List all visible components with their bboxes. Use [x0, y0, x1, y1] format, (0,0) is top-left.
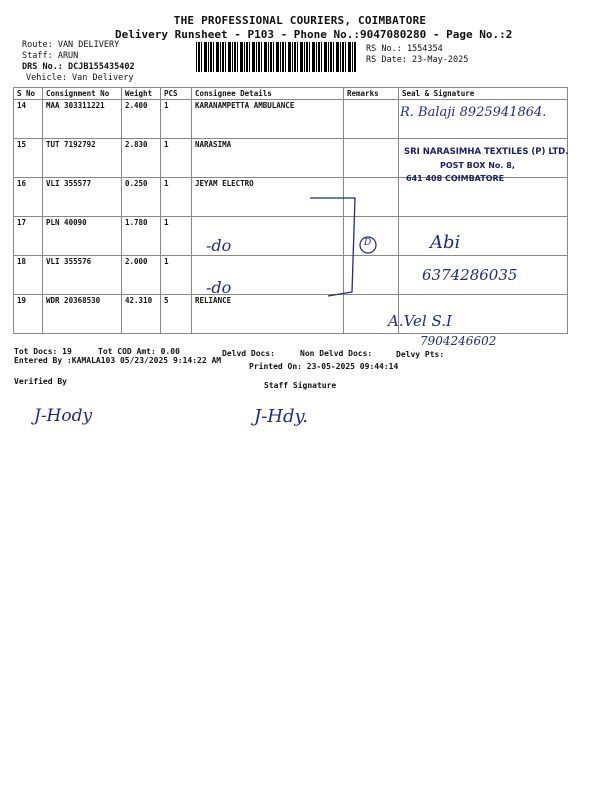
- staff-label: Staff: ARUN: [22, 51, 79, 61]
- route-label: Route: VAN DELIVERY: [22, 40, 120, 50]
- barcode: [196, 42, 356, 72]
- cell-weight: 42.310: [122, 295, 161, 334]
- delivery-points: Delvy Pts:: [396, 350, 445, 359]
- row19-signature: A.Vel S.I: [388, 312, 452, 330]
- cell-weight: 2.400: [122, 100, 161, 139]
- row17-signature: Abi: [430, 232, 461, 253]
- cell-pcs: 1: [161, 100, 192, 139]
- cell-weight: 1.780: [122, 217, 161, 256]
- staff-signature-label: Staff Signature: [264, 381, 337, 390]
- cell-sno: 16: [14, 178, 43, 217]
- cell-sno: 18: [14, 256, 43, 295]
- entered-by: Entered By :KAMALA103 05/23/2025 9:14:22 AM: [14, 356, 222, 365]
- cell-weight: 2.830: [122, 139, 161, 178]
- cell-consignment: VLI 355576: [43, 256, 122, 295]
- bracket-mark: [300, 192, 360, 304]
- cell-weight: 0.250: [122, 178, 161, 217]
- cell-consignee: KARANAMPETTA AMBULANCE: [192, 100, 344, 139]
- cell-consignee: NARASIMA: [192, 139, 344, 178]
- cell-sno: 17: [14, 217, 43, 256]
- runsheet-title: Delivery Runsheet - P103 - Phone No.:9047080280 - Page No.:2: [115, 28, 513, 41]
- col-consignee: Consignee Details: [192, 88, 344, 100]
- table-row: [14, 139, 568, 178]
- cell-signature: [399, 139, 568, 178]
- rs-date: RS Date: 23-May-2025: [366, 55, 469, 65]
- cell-remarks: [344, 100, 399, 139]
- company-name: THE PROFESSIONAL COURIERS, COIMBATORE: [173, 14, 427, 27]
- total-docs: Tot Docs: 19: [14, 347, 72, 356]
- col-weight: Weight: [122, 88, 161, 100]
- cell-signature: [399, 178, 568, 217]
- cell-consignee: JEYAM ELECTRO: [192, 178, 344, 217]
- cell-pcs: 1: [161, 217, 192, 256]
- table-row: [14, 178, 568, 217]
- cell-sno: 19: [14, 295, 43, 334]
- col-seal-signature: Seal & Signature: [399, 88, 568, 100]
- row15-stamp-line1: SRI NARASIMHA TEXTILES (P) LTD.: [404, 147, 569, 157]
- cell-pcs: 1: [161, 178, 192, 217]
- verified-by-label: Verified By: [14, 377, 67, 386]
- table-header-row: [14, 88, 568, 100]
- verified-by-signature: J-Hody: [34, 406, 93, 426]
- total-cod-amount: Tot COD Amt: 0.00: [98, 347, 180, 356]
- row15-stamp-line2: POST BOX No. 8,: [440, 161, 515, 170]
- vehicle-label: Vehicle: Van Delivery: [26, 73, 134, 83]
- cell-sno: 14: [14, 100, 43, 139]
- cell-consignment: PLN 40090: [43, 217, 122, 256]
- col-pcs: PCS: [161, 88, 192, 100]
- row19-phone: 7904246602: [420, 334, 497, 348]
- table-row: [14, 295, 568, 334]
- cell-pcs: 1: [161, 139, 192, 178]
- runsheet-table: [13, 87, 568, 334]
- row17-ditto-mark: -do: [206, 236, 232, 255]
- col-sno: S No: [14, 88, 43, 100]
- delivered-docs: Delvd Docs:: [222, 349, 275, 358]
- cell-consignment: TUT 7192792: [43, 139, 122, 178]
- cell-signature: [399, 217, 568, 256]
- row18-phone: 6374286035: [422, 266, 518, 284]
- staff-signature: J-Hdy.: [254, 406, 309, 427]
- cell-consignment: MAA 303311221: [43, 100, 122, 139]
- row15-stamp-line3: 641 408 COIMBATORE: [406, 174, 505, 183]
- non-delivered-docs: Non Delvd Docs:: [300, 349, 373, 358]
- row18-ditto-mark: -do: [206, 278, 232, 297]
- cell-sno: 15: [14, 139, 43, 178]
- cell-consignment: VLI 355577: [43, 178, 122, 217]
- table-row: [14, 217, 568, 256]
- cell-weight: 2.000: [122, 256, 161, 295]
- row14-signature: R. Balaji 8925941864.: [400, 105, 547, 120]
- cell-remarks: [344, 139, 399, 178]
- bracket-mark-letter: D: [364, 238, 372, 248]
- col-consignment: Consignment No: [43, 88, 122, 100]
- drs-number: DRS No.: DCJB155435402: [22, 62, 135, 72]
- cell-pcs: 1: [161, 256, 192, 295]
- col-remarks: Remarks: [344, 88, 399, 100]
- printed-on: Printed On: 23-05-2025 09:44:14: [249, 362, 399, 371]
- cell-pcs: 5: [161, 295, 192, 334]
- cell-consignment: WDR 20368530: [43, 295, 122, 334]
- cell-consignee: RELIANCE: [192, 295, 344, 334]
- rs-number: RS No.: 1554354: [366, 44, 443, 54]
